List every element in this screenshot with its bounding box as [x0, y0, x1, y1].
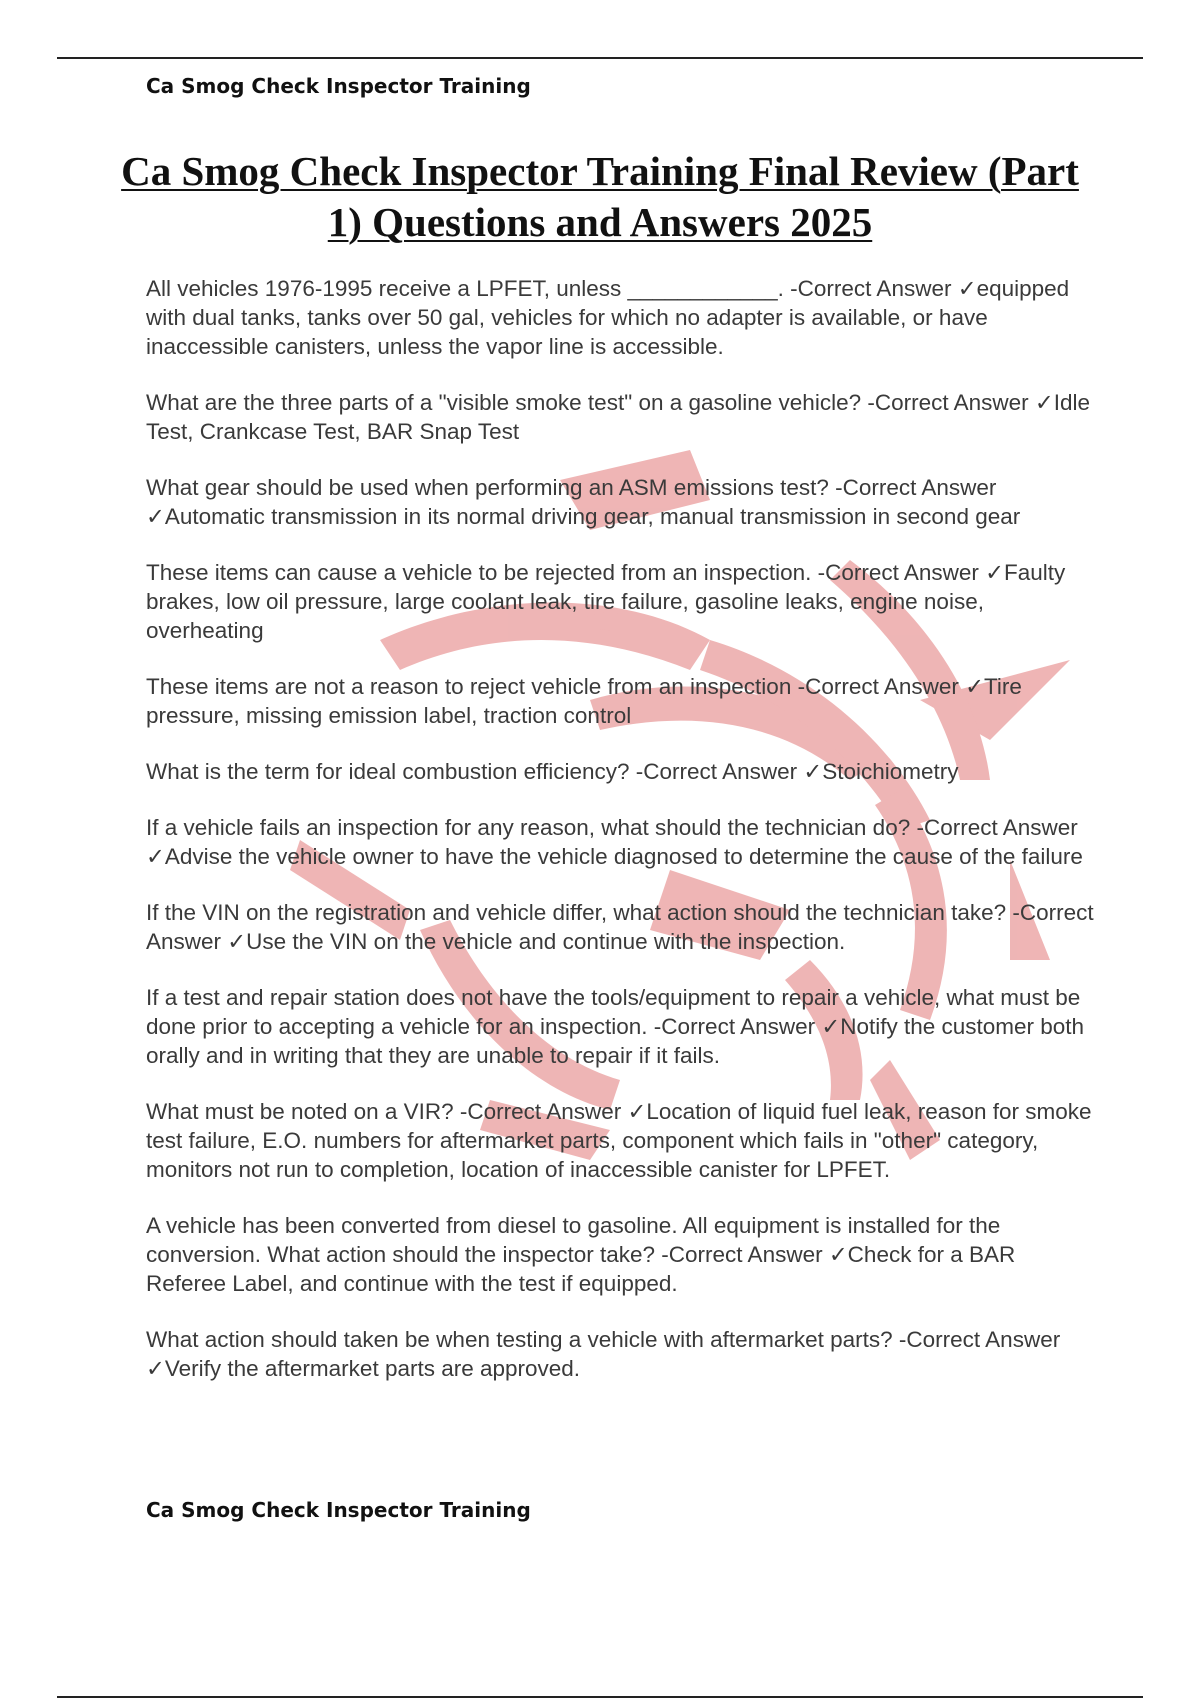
qa-item: A vehicle has been converted from diesel to gasoline. All equipment is installed for the conversion. What action should the inspector take? -Correct Answer ✓Check for a BAR Referee Label, and continue with the test if equipped. — [146, 1213, 1016, 1296]
qa-item: If a vehicle fails an inspection for any reason, what should the technician do? -Correct Answer ✓Advise the vehicle owner to have the vehicle diagnosed to determine the cause of the failure — [146, 815, 1083, 869]
running-footer: Ca Smog Check Inspector Training — [146, 1498, 531, 1522]
qa-item: What are the three parts of a "visible smoke test" on a gasoline vehicle? -Correct Answer ✓Idle Test, Crankcase Test, BAR Snap Test — [146, 390, 1091, 444]
bottom-rule — [57, 1696, 1143, 1698]
qa-item: What must be noted on a VIR? -Correct Answer ✓Location of liquid fuel leak, reason for smoke test failure, E.O. numbers for aftermarket parts, component which fails in "other" category, monitors not run to completion, location of inaccessible canister for LPFET. — [146, 1099, 1092, 1182]
top-rule — [57, 57, 1143, 59]
qa-item: If a test and repair station does not have the tools/equipment to repair a vehicle, what must be done prior to accepting a vehicle for an inspection. -Correct Answer ✓Notify the customer both orally and in writing that they are unable to repair if it fails. — [146, 985, 1085, 1068]
qa-item: These items are not a reason to reject vehicle from an inspection -Correct Answer ✓Tire pressure, missing emission label, traction control — [146, 674, 1022, 728]
qa-item: What gear should be used when performing an ASM emissions test? -Correct Answer ✓Automatic transmission in its normal driving gear, manual transmission in second gear — [146, 475, 1021, 529]
qa-list — [146, 274, 1096, 1410]
qa-item: All vehicles 1976-1995 receive a LPFET, unless ____________. -Correct Answer ✓equipped with dual tanks, tanks over 50 gal, vehicles for which no adapter is available, or have inaccessible canisters, unless the vapor line is accessible. — [146, 276, 1070, 359]
qa-item: These items can cause a vehicle to be rejected from an inspection. -Correct Answer ✓Faulty brakes, low oil pressure, large coolant leak, tire failure, gasoline leaks, engine noise, overheating — [146, 560, 1066, 643]
qa-item: What is the term for ideal combustion efficiency? -Correct Answer ✓Stoichiometry — [146, 759, 959, 784]
qa-item: If the VIN on the registration and vehicle differ, what action should the technician take? -Correct Answer ✓Use the VIN on the vehicle and continue with the inspection. — [146, 900, 1094, 954]
document-title: Ca Smog Check Inspector Training Final Review (Part 1) Questions and Answers 2025 — [121, 148, 1079, 245]
qa-item: What action should taken be when testing a vehicle with aftermarket parts? -Correct Answer ✓Verify the aftermarket parts are approved. — [146, 1327, 1061, 1381]
running-header: Ca Smog Check Inspector Training — [146, 74, 531, 98]
